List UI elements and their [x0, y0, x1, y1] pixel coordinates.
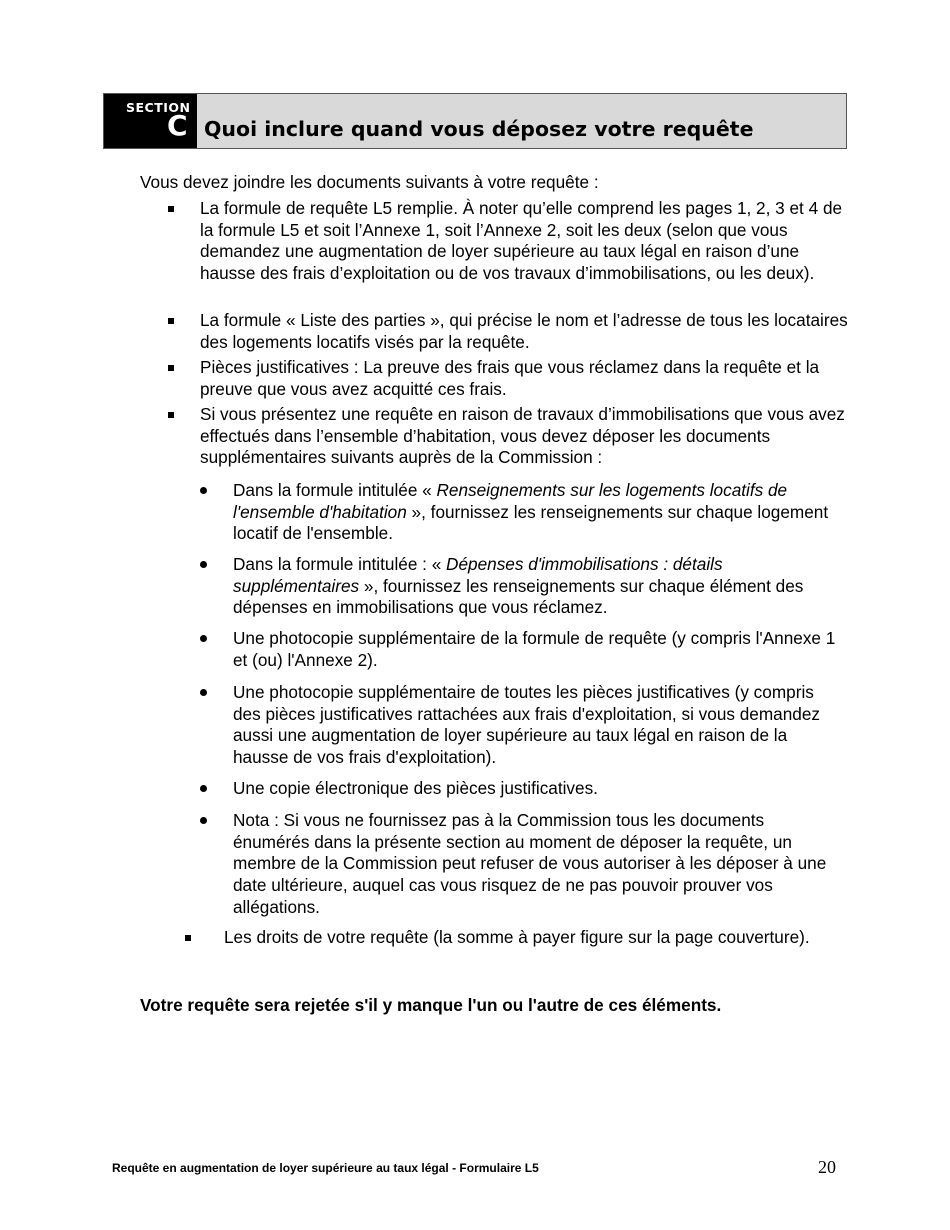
sub-list-item	[233, 554, 843, 619]
list-item	[224, 927, 824, 949]
sub-list-item	[233, 480, 843, 545]
sub-item-text: Une photocopie supplémentaire de la formule de requête (y compris l'Annexe 1 et (ou) l'Annexe 2).	[233, 628, 836, 670]
list-item	[200, 357, 848, 400]
sub-item-text: Dans la formule intitulée : «	[233, 554, 447, 574]
list-item-text: La formule de requête L5 remplie. À noter qu’elle comprend les pages 1, 2, 3 et 4 de la formule L5 et soit l’Annexe 1, soit l’Annexe 2, soit les deux (selon que vous demandez une augmentation de loyer supérieure au taux légal en raison d’une hausse des frais d’exploitation ou de vos travaux d’immobilisations, ou les deux).	[200, 198, 843, 284]
section-badge	[104, 94, 197, 148]
sub-item-text: Une copie électronique des pièces justificatives.	[233, 778, 598, 798]
closing-warning: Votre requête sera rejetée s'il y manque l'un ou l'autre de ces éléments.	[140, 995, 722, 1015]
sub-item-text-end: », fournissez les renseignements sur chaque élément des dépenses en immobilisations que vous réclamez.	[233, 575, 804, 618]
section-word: SECTION	[126, 100, 191, 115]
sub-item-text: Une photocopie supplémentaire de toutes les pièces justificatives (y compris des pièces justificatives rattachées aux frais d'exploitation, si vous demandez aussi une augmentation de loyer supérieure au taux légal en raison de la hausse de vos frais d'exploitation).	[233, 682, 821, 768]
square-bullet-icon	[168, 365, 174, 371]
list-item-text: Pièces justificatives : La preuve des frais que vous réclamez dans la requête et la preuve que vous avez acquitté ces frais.	[200, 357, 820, 399]
square-bullet-icon	[185, 935, 191, 941]
round-bullet-icon	[200, 561, 207, 568]
sub-list-item	[233, 682, 843, 769]
square-bullet-icon	[168, 206, 174, 212]
round-bullet-icon	[200, 785, 207, 792]
list-item-text: Les droits de votre requête (la somme à payer figure sur la page couverture).	[224, 927, 810, 947]
list-item	[200, 198, 848, 285]
section-header	[103, 93, 847, 149]
list-item	[200, 310, 848, 353]
round-bullet-icon	[200, 635, 207, 642]
page-number: 20	[818, 1157, 836, 1177]
sub-item-text: Nota : Si vous ne fournissez pas à la Commission tous les documents énumérés dans la présente section au moment de déposer la requête, un membre de la Commission peut refuser de vous autoriser à les déposer à une date ultérieure, auquel cas vous risquez de ne pas pouvoir prouver vos allégations.	[233, 810, 827, 917]
intro-text: Vous devez joindre les documents suivants à votre requête :	[140, 172, 599, 192]
square-bullet-icon	[168, 318, 174, 324]
footer-title: Requête en augmentation de loyer supérieure au taux légal - Formulaire L5	[112, 1161, 539, 1175]
sub-item-form-title: Dépenses d'immobilisations : détails supplémentaires	[233, 554, 723, 596]
sub-item-text: Dans la formule intitulée «	[233, 480, 437, 500]
square-bullet-icon	[168, 412, 174, 418]
sub-item-text-end: », fournissez les renseignements sur chaque logement locatif de l'ensemble.	[233, 501, 829, 544]
list-item-text: La formule « Liste des parties », qui précise le nom et l’adresse de tous les locataires des logements locatifs visés par la requête.	[200, 310, 848, 352]
section-title: Quoi inclure quand vous déposez votre requête	[204, 117, 754, 141]
section-letter: C	[167, 109, 188, 142]
list-item	[200, 404, 848, 469]
list-item-text: Si vous présentez une requête en raison de travaux d’immobilisations que vous avez effectués dans l’ensemble d’habitation, vous devez déposer les documents supplémentaires suivants auprès de la Commission :	[200, 404, 845, 468]
sub-list-item	[233, 778, 843, 800]
round-bullet-icon	[200, 487, 207, 494]
round-bullet-icon	[200, 689, 207, 696]
sub-item-form-title: Renseignements sur les logements locatifs de l'ensemble d'habitation	[233, 480, 788, 522]
sub-list-item	[233, 628, 843, 671]
sub-list-item	[233, 810, 843, 919]
round-bullet-icon	[200, 817, 207, 824]
